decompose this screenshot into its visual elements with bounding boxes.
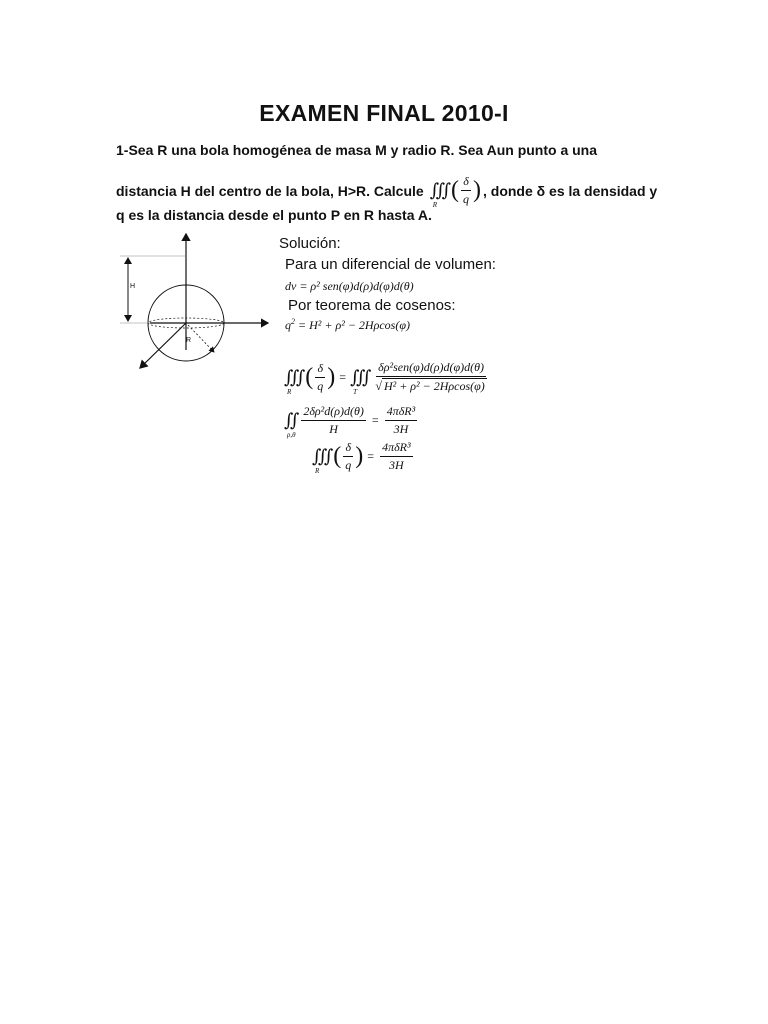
double-integral-icon: ∬ ρ,θ xyxy=(284,410,300,439)
problem-line-2 xyxy=(116,174,657,207)
equation-3: ∭ R ( $\frac{\delta}{q}$ ) = $\frac{\text{4πδR³}}{3H}$ xyxy=(312,440,411,475)
equation-dv: dv = ρ² sen(φ)d(ρ)d(φ)d(θ) xyxy=(285,279,414,293)
x-axis xyxy=(140,323,186,368)
equation-cosines: $q^2 = H^2 + \rho^2 - 2H\rho\cos(\varphi)$ xyxy=(285,317,410,332)
problem-integral: ∭ R ( $\frac{\delta}{q}$ ) xyxy=(429,174,481,209)
problem-line-1: 1-Sea R una bola homogénea de masa M y radio R. Sea Aun punto a una xyxy=(116,142,598,158)
equation-1: ∭ R ( $\frac{\delta}{q}$ ) = ∭ T $\frac{\text{δρ²sen(φ)d(ρ)d(φ)d(θ)}}{\text{√ H² + ρ² − 2Hρcos(φ)}}$ xyxy=(284,360,485,396)
triple-integral-icon: ∭ R xyxy=(284,366,306,396)
page-title: EXAMEN FINAL 2010-I xyxy=(259,100,509,126)
label-r: R xyxy=(186,337,192,344)
problem-line-3: q es la distancia desde el punto P en R hasta A. xyxy=(116,207,432,223)
triple-integral-icon: ∭ R xyxy=(312,446,334,475)
triple-integral-icon: ∭ T xyxy=(350,366,372,396)
sphere-diagram xyxy=(110,228,280,378)
solution-heading: Solución: xyxy=(279,235,341,252)
radius-line xyxy=(188,325,214,352)
solution-step-2: Por teorema de cosenos: xyxy=(288,297,456,314)
triple-integral-icon: ∭ R xyxy=(429,180,451,209)
label-h: H xyxy=(130,283,136,290)
problem-line-2a: distancia H del centro de la bola, H>R. Calcule xyxy=(116,182,424,199)
problem-line-2b: , donde δ es la densidad y xyxy=(482,182,658,199)
equation-2: ∬ ρ,θ $\frac{\text{2δρ²d(ρ)d(θ)}}{H}$ = $\frac{\text{4πδR³}}{3H}$ xyxy=(284,404,416,439)
solution-step-1: Para un diferencial de volumen: xyxy=(285,256,496,273)
